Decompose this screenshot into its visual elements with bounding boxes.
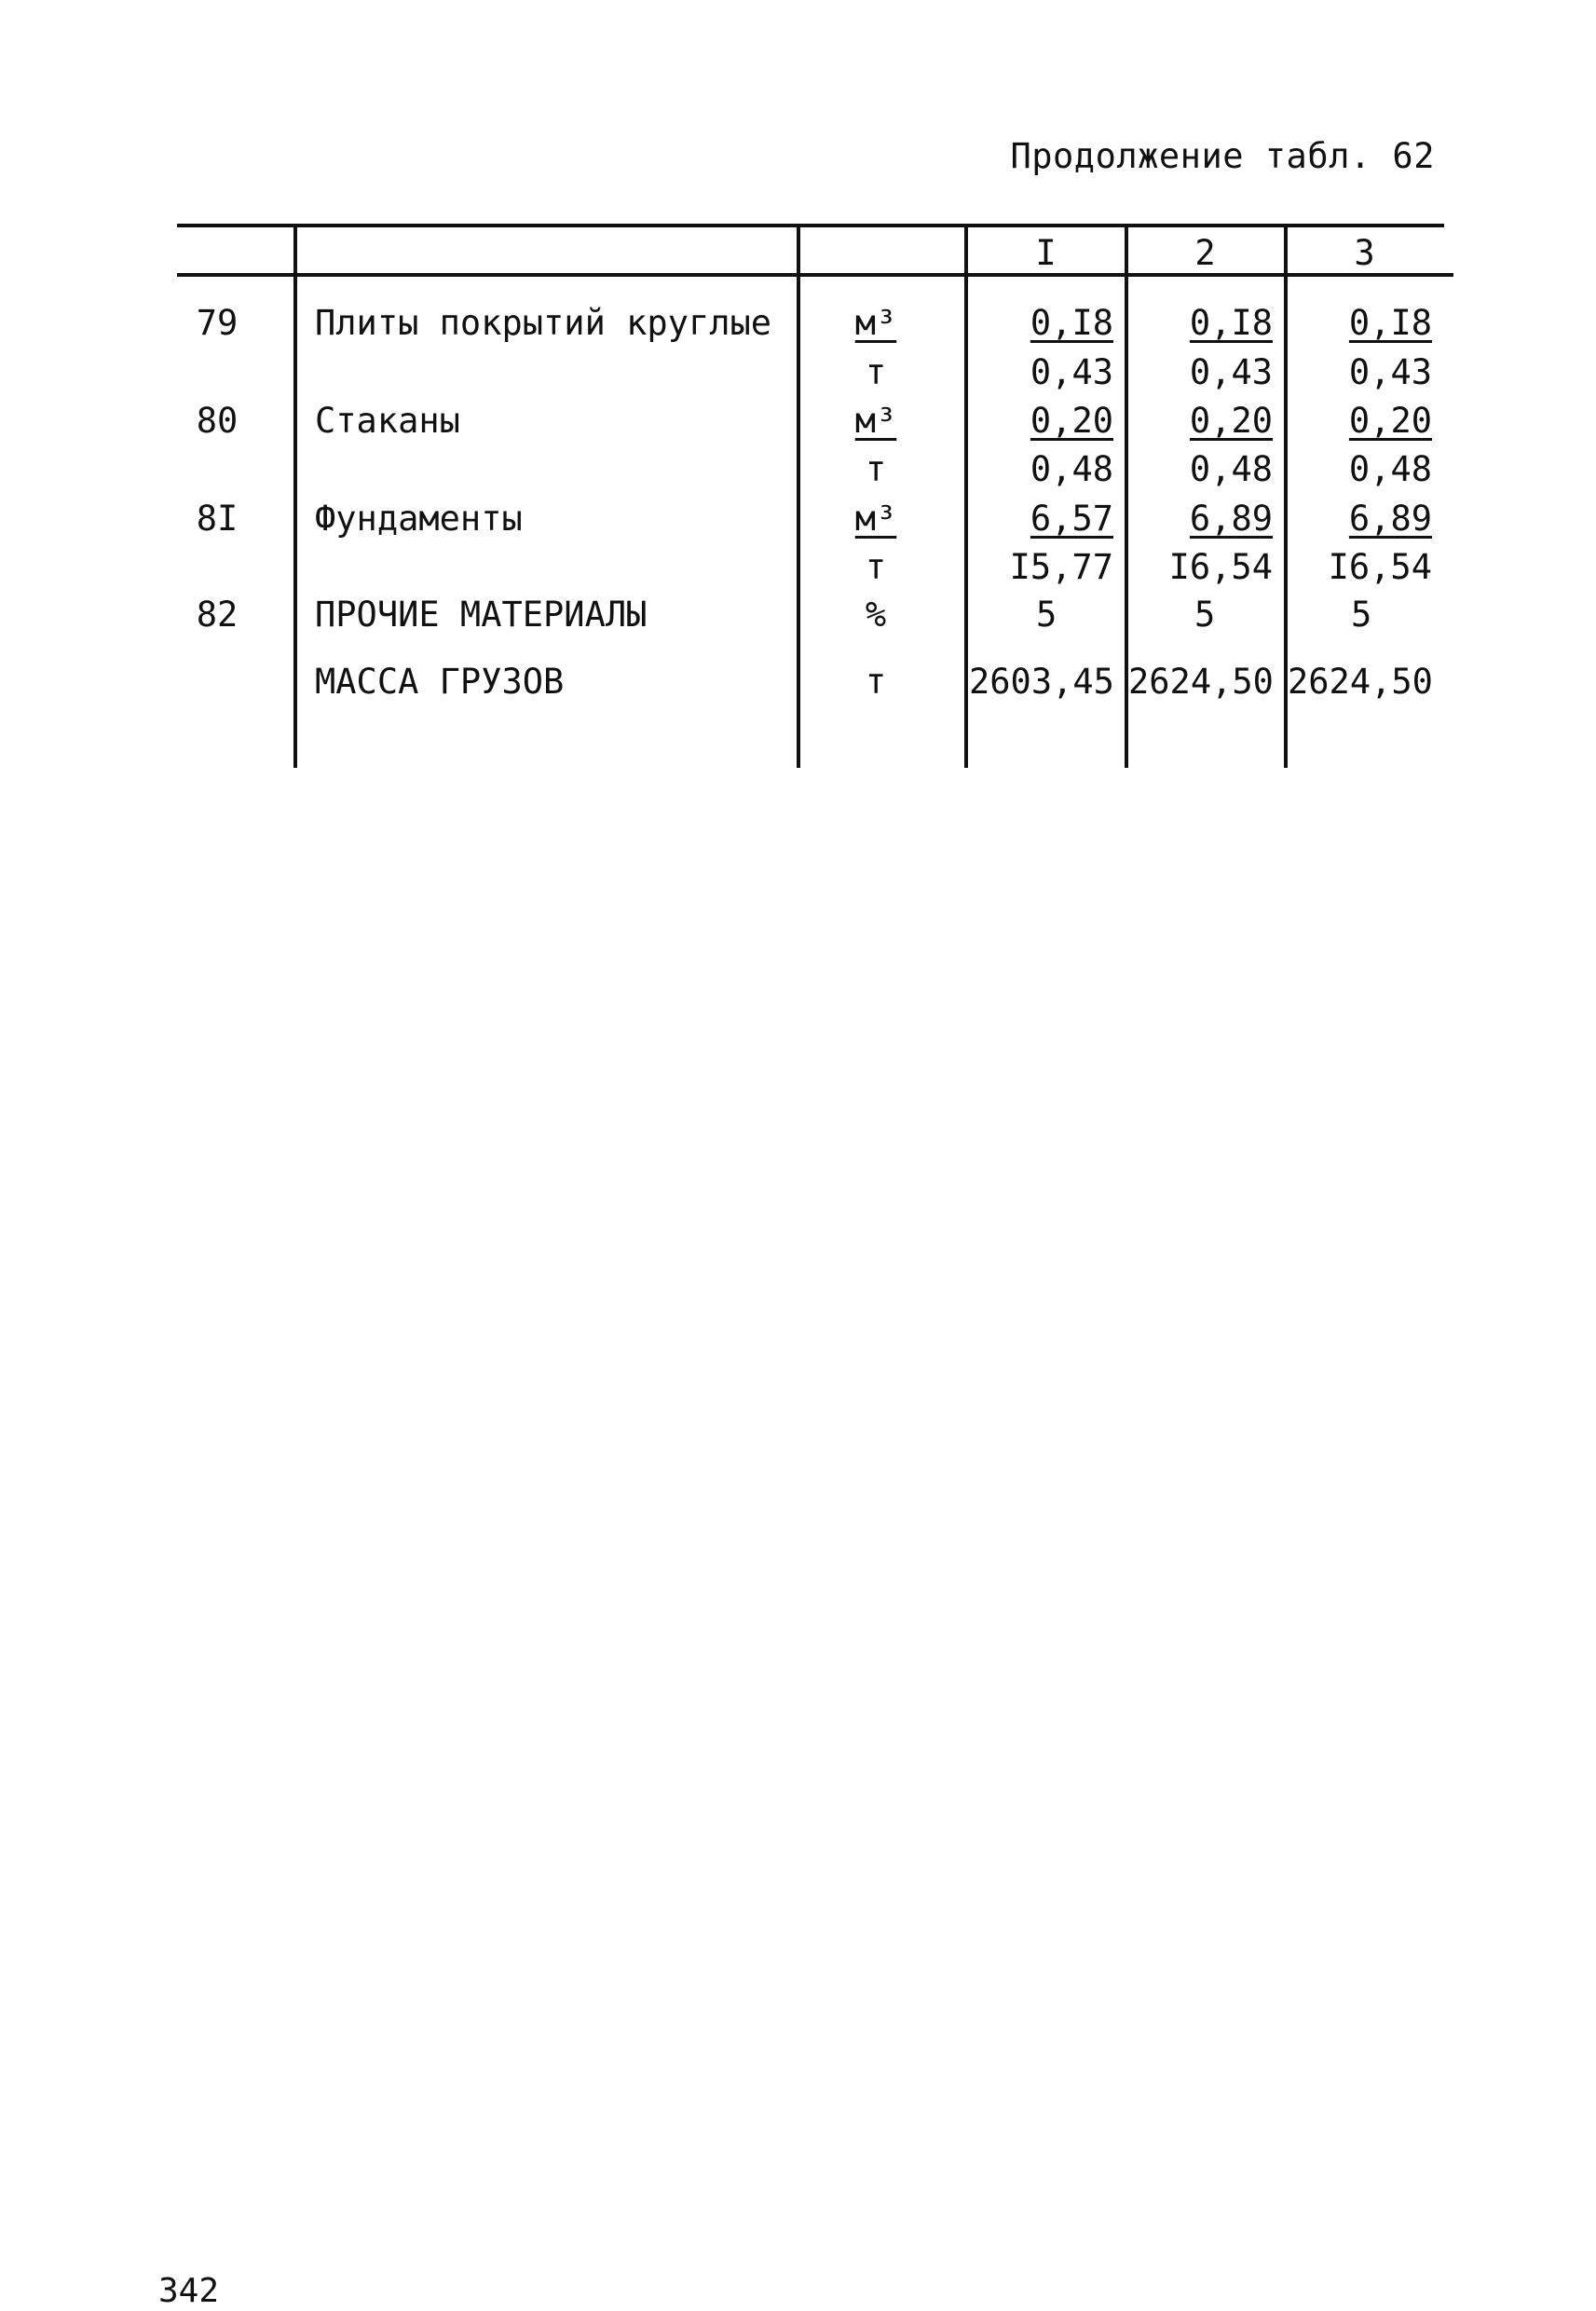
- row-name: Стаканы: [315, 401, 460, 441]
- page-number: 342: [158, 2272, 220, 2310]
- row-unit: м³: [854, 499, 897, 539]
- row-value-2: 0,43: [1189, 352, 1273, 392]
- column-header-1: I: [1035, 233, 1057, 273]
- row-name: МАССА ГРУЗОВ: [315, 662, 565, 702]
- row-number: 79: [196, 303, 239, 343]
- row-value-2: I6,54: [1168, 547, 1273, 587]
- row-number: 82: [196, 595, 239, 635]
- row-name: Фундаменты: [315, 499, 523, 539]
- row-value-3: 0,48: [1348, 449, 1432, 489]
- row-value-2: 2624,50: [1128, 662, 1274, 702]
- row-value-3: 5: [1351, 595, 1372, 635]
- row-value-1: I5,77: [1009, 547, 1113, 587]
- row-value-1: 0,43: [1030, 352, 1113, 392]
- row-value-1: 0,48: [1030, 449, 1113, 489]
- col-divider-name: [797, 227, 800, 768]
- row-value-3: 6,89: [1348, 499, 1432, 539]
- row-name: ПРОЧИЕ МАТЕРИАЛЫ: [315, 595, 648, 635]
- table-header-rule: [177, 273, 1453, 277]
- row-unit: т: [865, 449, 887, 489]
- row-value-1: 6,57: [1030, 499, 1113, 539]
- column-header-3: 3: [1354, 233, 1375, 273]
- row-number: 8I: [196, 499, 239, 539]
- row-value-3: 2624,50: [1288, 662, 1433, 702]
- row-name: Плиты покрытий круглые: [315, 303, 772, 343]
- row-unit: т: [865, 547, 887, 587]
- row-value-1: 0,20: [1030, 401, 1113, 441]
- row-value-1: 2603,45: [969, 662, 1114, 702]
- row-value-2: 0,48: [1189, 449, 1273, 489]
- row-value-3: 0,20: [1348, 401, 1432, 441]
- row-unit: м³: [854, 401, 897, 441]
- column-header-2: 2: [1194, 233, 1216, 273]
- col-divider-num: [293, 227, 297, 768]
- row-value-1: 0,I8: [1030, 303, 1113, 343]
- row-value-1: 5: [1036, 595, 1057, 635]
- col-divider-unit: [964, 227, 968, 768]
- row-unit: м³: [854, 303, 897, 343]
- row-value-2: 0,20: [1189, 401, 1273, 441]
- row-value-2: 5: [1194, 595, 1216, 635]
- row-unit: т: [865, 352, 887, 392]
- row-value-3: I6,54: [1328, 547, 1432, 587]
- row-number: 80: [196, 401, 239, 441]
- row-value-2: 6,89: [1189, 499, 1273, 539]
- row-value-2: 0,I8: [1189, 303, 1273, 343]
- row-value-3: 0,I8: [1348, 303, 1432, 343]
- row-unit: т: [865, 662, 887, 702]
- table-caption: Продолжение табл. 62: [1010, 136, 1435, 176]
- row-unit: %: [865, 595, 887, 635]
- table-top-rule: [177, 224, 1444, 227]
- row-value-3: 0,43: [1348, 352, 1432, 392]
